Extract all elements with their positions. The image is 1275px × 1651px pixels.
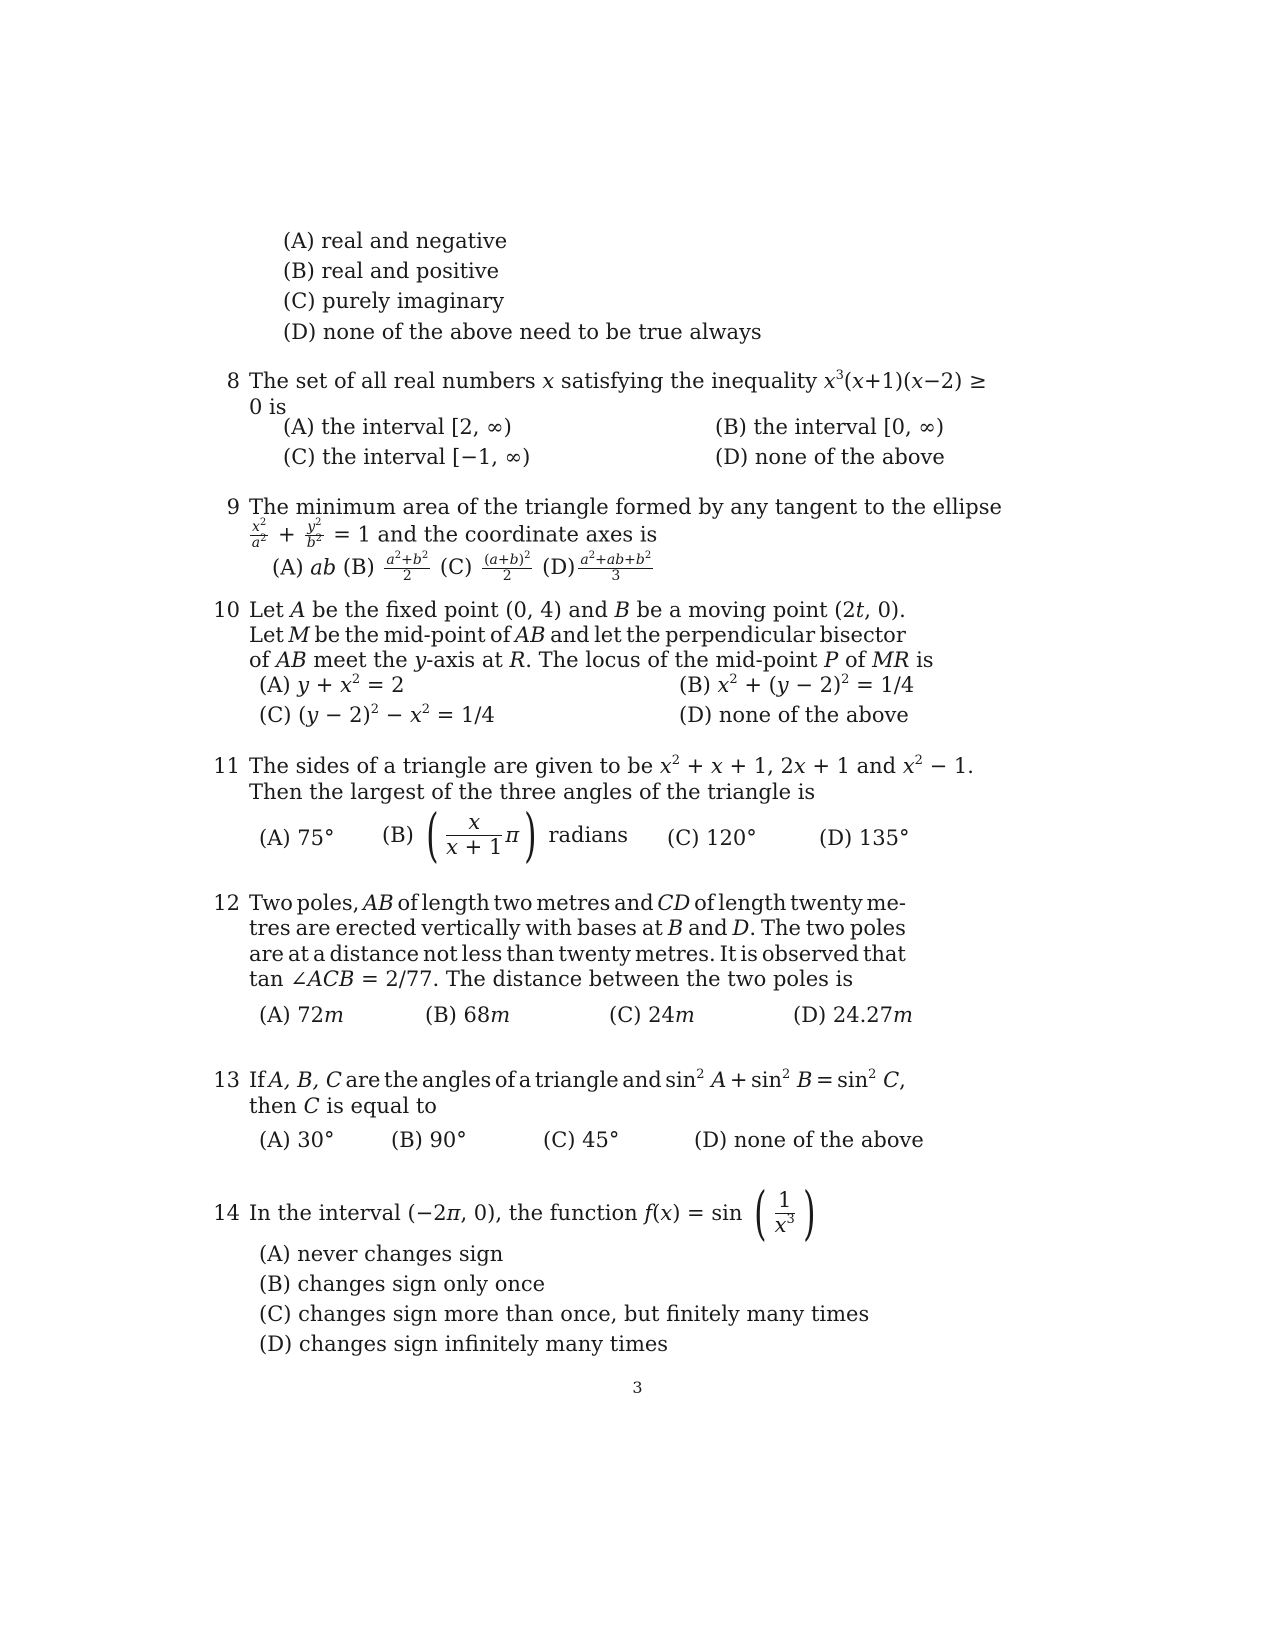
- q12-option-a: (A) 72m: [259, 1003, 344, 1027]
- q14-number: 14: [213, 1201, 240, 1225]
- q13-option-d: (D) none of the above: [694, 1128, 924, 1152]
- q8-option-c: (C) the interval [−1, ∞): [283, 445, 531, 469]
- q8-number: 8: [226, 369, 240, 393]
- q12-text-line4: tan ∠ACB = 2/77. The distance between the two poles is: [249, 967, 854, 991]
- q12-text-line3: are at a distance not less than twenty metres. It is observed that: [249, 942, 906, 966]
- q9-options: [272, 550, 656, 585]
- q13-text-line2: then C is equal to: [249, 1094, 437, 1118]
- q13-option-b: (B) 90°: [391, 1128, 467, 1152]
- q12-option-d: (D) 24.27m: [793, 1003, 913, 1027]
- q11-option-a: (A) 75°: [259, 826, 335, 850]
- q10-text-line1: Let A be the fixed point (0, 4) and B be a moving point (2t, 0).: [249, 598, 906, 622]
- q10-text-line2: Let M be the mid-point of AB and let the perpendicular bisector: [249, 623, 906, 647]
- q11-option-b: (B) ( $\frac{x}{x + 1}$ π ) radians: [382, 801, 628, 869]
- q9-option-c: (C) $\frac{(a+b)^2}{2}$: [439, 550, 531, 585]
- q10-option-d: (D) none of the above: [679, 703, 909, 727]
- q7-option-d: (D) none of the above need to be true always: [283, 320, 762, 344]
- q14-option-c: (C) changes sign more than once, but finitely many times: [259, 1302, 870, 1326]
- q9-number: 9: [226, 495, 240, 519]
- q12-text-line1: Two poles, AB of length two metres and CD of length twenty me-: [249, 891, 906, 915]
- q10-option-a: (A) $y + x^2 = 2$: [259, 672, 405, 697]
- q8-text: The set of all real numbers x satisfying the inequality $x^3(x+1)(x-2)$ ≥: [249, 368, 987, 393]
- q14-option-b: (B) changes sign only once: [259, 1272, 546, 1296]
- q7-option-b: (B) real and positive: [283, 259, 500, 283]
- q14-option-a: (A) never changes sign: [259, 1242, 504, 1266]
- q8-option-b: (B) the interval [0, ∞): [715, 415, 945, 439]
- q11-text-line1: The sides of a triangle are given to be $x^2 + x + 1$, 2x + 1 and $x^2 - 1$.: [249, 753, 974, 778]
- page-number: 3: [632, 1378, 643, 1397]
- q10-option-c: (C) $(y - 2)^2 - x^2 = 1/4$: [259, 702, 495, 727]
- q12-option-b: (B) 68m: [425, 1003, 511, 1027]
- q7-option-c: (C) purely imaginary: [283, 289, 505, 313]
- q13-text-line1: If A, B, C are the angles of a triangle and $\sin^2 A$ + $\sin^2 B$ = $\sin^2 C$,: [249, 1067, 906, 1092]
- q10-text-line3: of AB meet the y-axis at R. The locus of the mid-point P of MR is: [249, 648, 934, 672]
- q13-option-a: (A) 30°: [259, 1128, 335, 1152]
- q14-option-d: (D) changes sign infinitely many times: [259, 1332, 669, 1356]
- q8-text-line2: 0 is: [249, 395, 287, 419]
- q12-text-line2: tres are erected vertically with bases at B and D. The two poles: [249, 916, 906, 940]
- q9-option-b: (B) $\frac{a^2+b^2}{2}$: [342, 550, 429, 585]
- q13-number: 13: [213, 1068, 240, 1092]
- q9-text-line1: The minimum area of the triangle formed by any tangent to the ellipse: [249, 495, 1002, 519]
- q8-option-d: (D) none of the above: [715, 445, 945, 469]
- q8-option-a: (A) the interval [2, ∞): [283, 415, 512, 439]
- q12-number: 12: [213, 891, 240, 915]
- q9-text-line2: $\frac{x^2}{a^2}$ + $\frac{y^2}{b^2}$ = 1 and the coordinate axes is: [251, 517, 658, 552]
- q7-option-a: (A) real and negative: [283, 229, 508, 253]
- q11-number: 11: [213, 754, 240, 778]
- q11-text-line2: Then the largest of the three angles of the triangle is: [249, 780, 816, 804]
- q13-option-c: (C) 45°: [543, 1128, 620, 1152]
- q11-option-d: (D) 135°: [819, 826, 910, 850]
- q14-text: In the interval (−2 π , 0), the function f ( x ) = sin ( $\frac{1}{x^3}$ ): [249, 1179, 816, 1247]
- q10-option-b: (B) $x^2 + (y - 2)^2 = 1/4$: [679, 672, 915, 697]
- q12-option-c: (C) 24m: [609, 1003, 695, 1027]
- q11-option-c: (C) 120°: [667, 826, 757, 850]
- q9-option-d: (D) $\frac{a^2+ab+b^2}{3}$: [542, 550, 652, 585]
- q10-number: 10: [213, 598, 240, 622]
- q9-option-a: (A) ab: [272, 555, 337, 580]
